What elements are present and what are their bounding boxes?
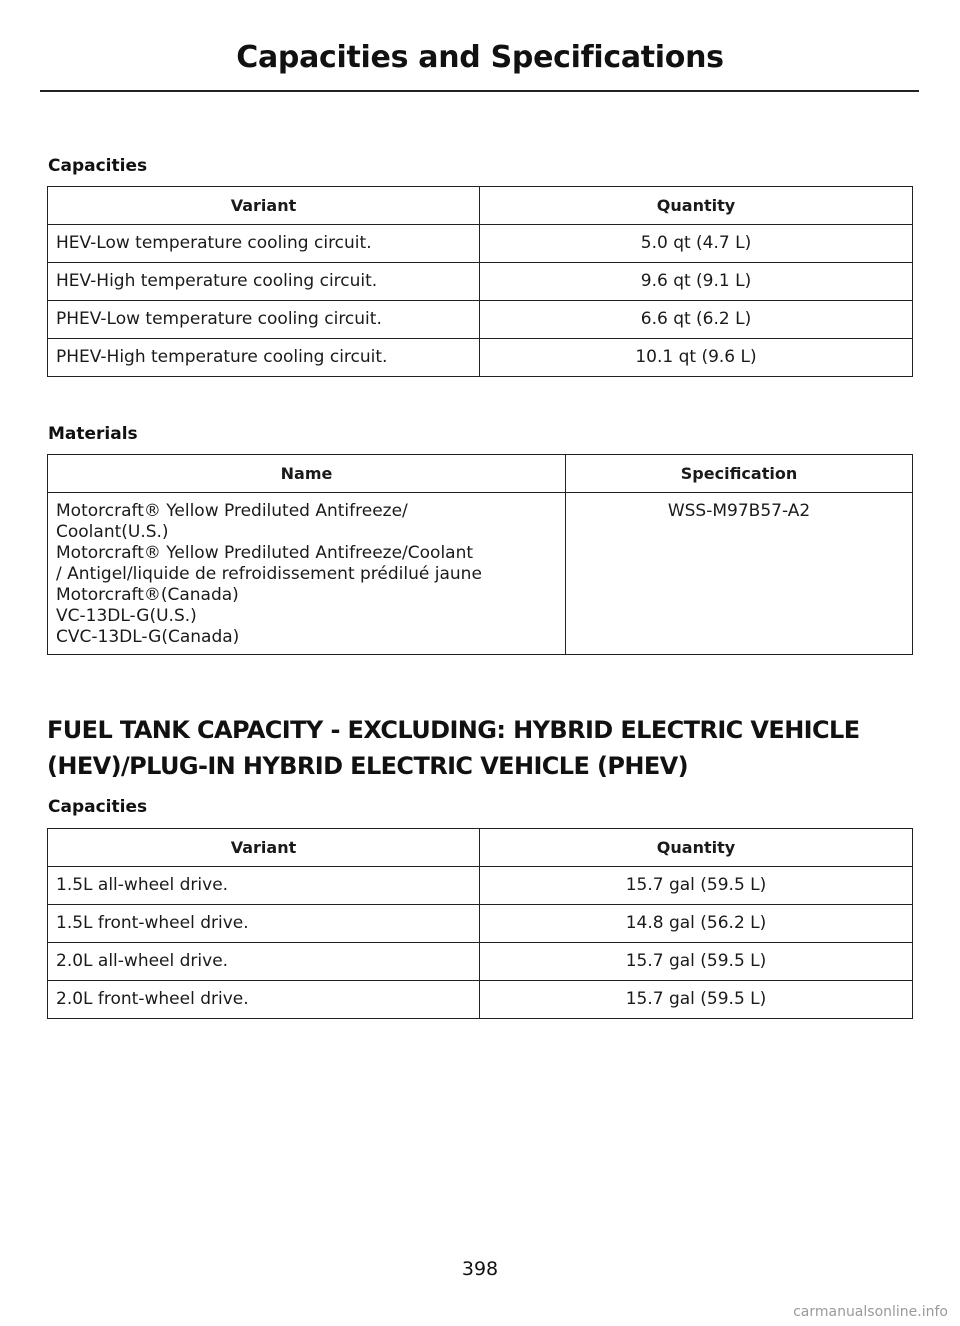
table-row [48, 493, 913, 655]
material-name-line: Motorcraft®(Canada) [56, 585, 239, 605]
material-name-cell [48, 493, 566, 655]
column-header-quantity: Quantity [480, 829, 913, 867]
column-header-variant: Variant [48, 829, 480, 867]
variant-cell: HEV-Low temperature cooling circuit. [48, 225, 480, 263]
fuel-capacities-table [47, 828, 913, 1019]
table-header-row [48, 829, 913, 867]
page-number: 398 [461, 1258, 499, 1280]
specification-cell: WSS-M97B57-A2 [566, 493, 913, 655]
table-row [48, 339, 913, 377]
table-row [48, 905, 913, 943]
material-name-line: CVC-13DL-G(Canada) [56, 627, 240, 647]
materials-label: Materials [48, 424, 138, 444]
variant-cell: 2.0L all-wheel drive. [48, 943, 480, 981]
variant-cell: HEV-High temperature cooling circuit. [48, 263, 480, 301]
header-rule [40, 90, 919, 92]
table-row [48, 981, 913, 1019]
variant-cell: PHEV-High temperature cooling circuit. [48, 339, 480, 377]
table-header-row [48, 187, 913, 225]
quantity-cell: 5.0 qt (4.7 L) [480, 225, 913, 263]
variant-cell: 1.5L all-wheel drive. [48, 867, 480, 905]
column-header-name: Name [48, 455, 566, 493]
column-header-variant: Variant [48, 187, 480, 225]
quantity-cell: 15.7 gal (59.5 L) [480, 867, 913, 905]
fuel-capacities-label: Capacities [48, 797, 148, 817]
quantity-cell: 9.6 qt (9.1 L) [480, 263, 913, 301]
heading-line: (HEV)/PLUG-IN HYBRID ELECTRIC VEHICLE (PHEV) [47, 752, 689, 780]
column-header-specification: Specification [566, 455, 913, 493]
coolant-capacities-label: Capacities [48, 156, 148, 176]
watermark: carmanualsonline.info [793, 1304, 948, 1320]
quantity-cell: 6.6 qt (6.2 L) [480, 301, 913, 339]
column-header-quantity: Quantity [480, 187, 913, 225]
material-name-line: / Antigel/liquide de refroidissement prédilué jaune [56, 564, 482, 584]
variant-cell: 1.5L front-wheel drive. [48, 905, 480, 943]
variant-cell: PHEV-Low temperature cooling circuit. [48, 301, 480, 339]
quantity-cell: 15.7 gal (59.5 L) [480, 981, 913, 1019]
heading-line: FUEL TANK CAPACITY - EXCLUDING: HYBRID ELECTRIC VEHICLE [47, 716, 860, 744]
table-row [48, 225, 913, 263]
table-row [48, 867, 913, 905]
page-title: Capacities and Specifications [236, 40, 724, 75]
quantity-cell: 10.1 qt (9.6 L) [480, 339, 913, 377]
table-row [48, 263, 913, 301]
material-name-line: VC-13DL-G(U.S.) [56, 606, 197, 626]
material-name-line: Coolant(U.S.) [56, 522, 169, 542]
table-header-row [48, 455, 913, 493]
table-row [48, 301, 913, 339]
quantity-cell: 14.8 gal (56.2 L) [480, 905, 913, 943]
coolant-capacities-table [47, 186, 913, 377]
variant-cell: 2.0L front-wheel drive. [48, 981, 480, 1019]
fuel-tank-capacity-heading [47, 712, 927, 784]
material-name-line: Motorcraft® Yellow Prediluted Antifreeze/ [56, 501, 408, 521]
materials-table [47, 454, 913, 655]
quantity-cell: 15.7 gal (59.5 L) [480, 943, 913, 981]
table-row [48, 943, 913, 981]
material-name-line: Motorcraft® Yellow Prediluted Antifreeze/Coolant [56, 543, 474, 563]
